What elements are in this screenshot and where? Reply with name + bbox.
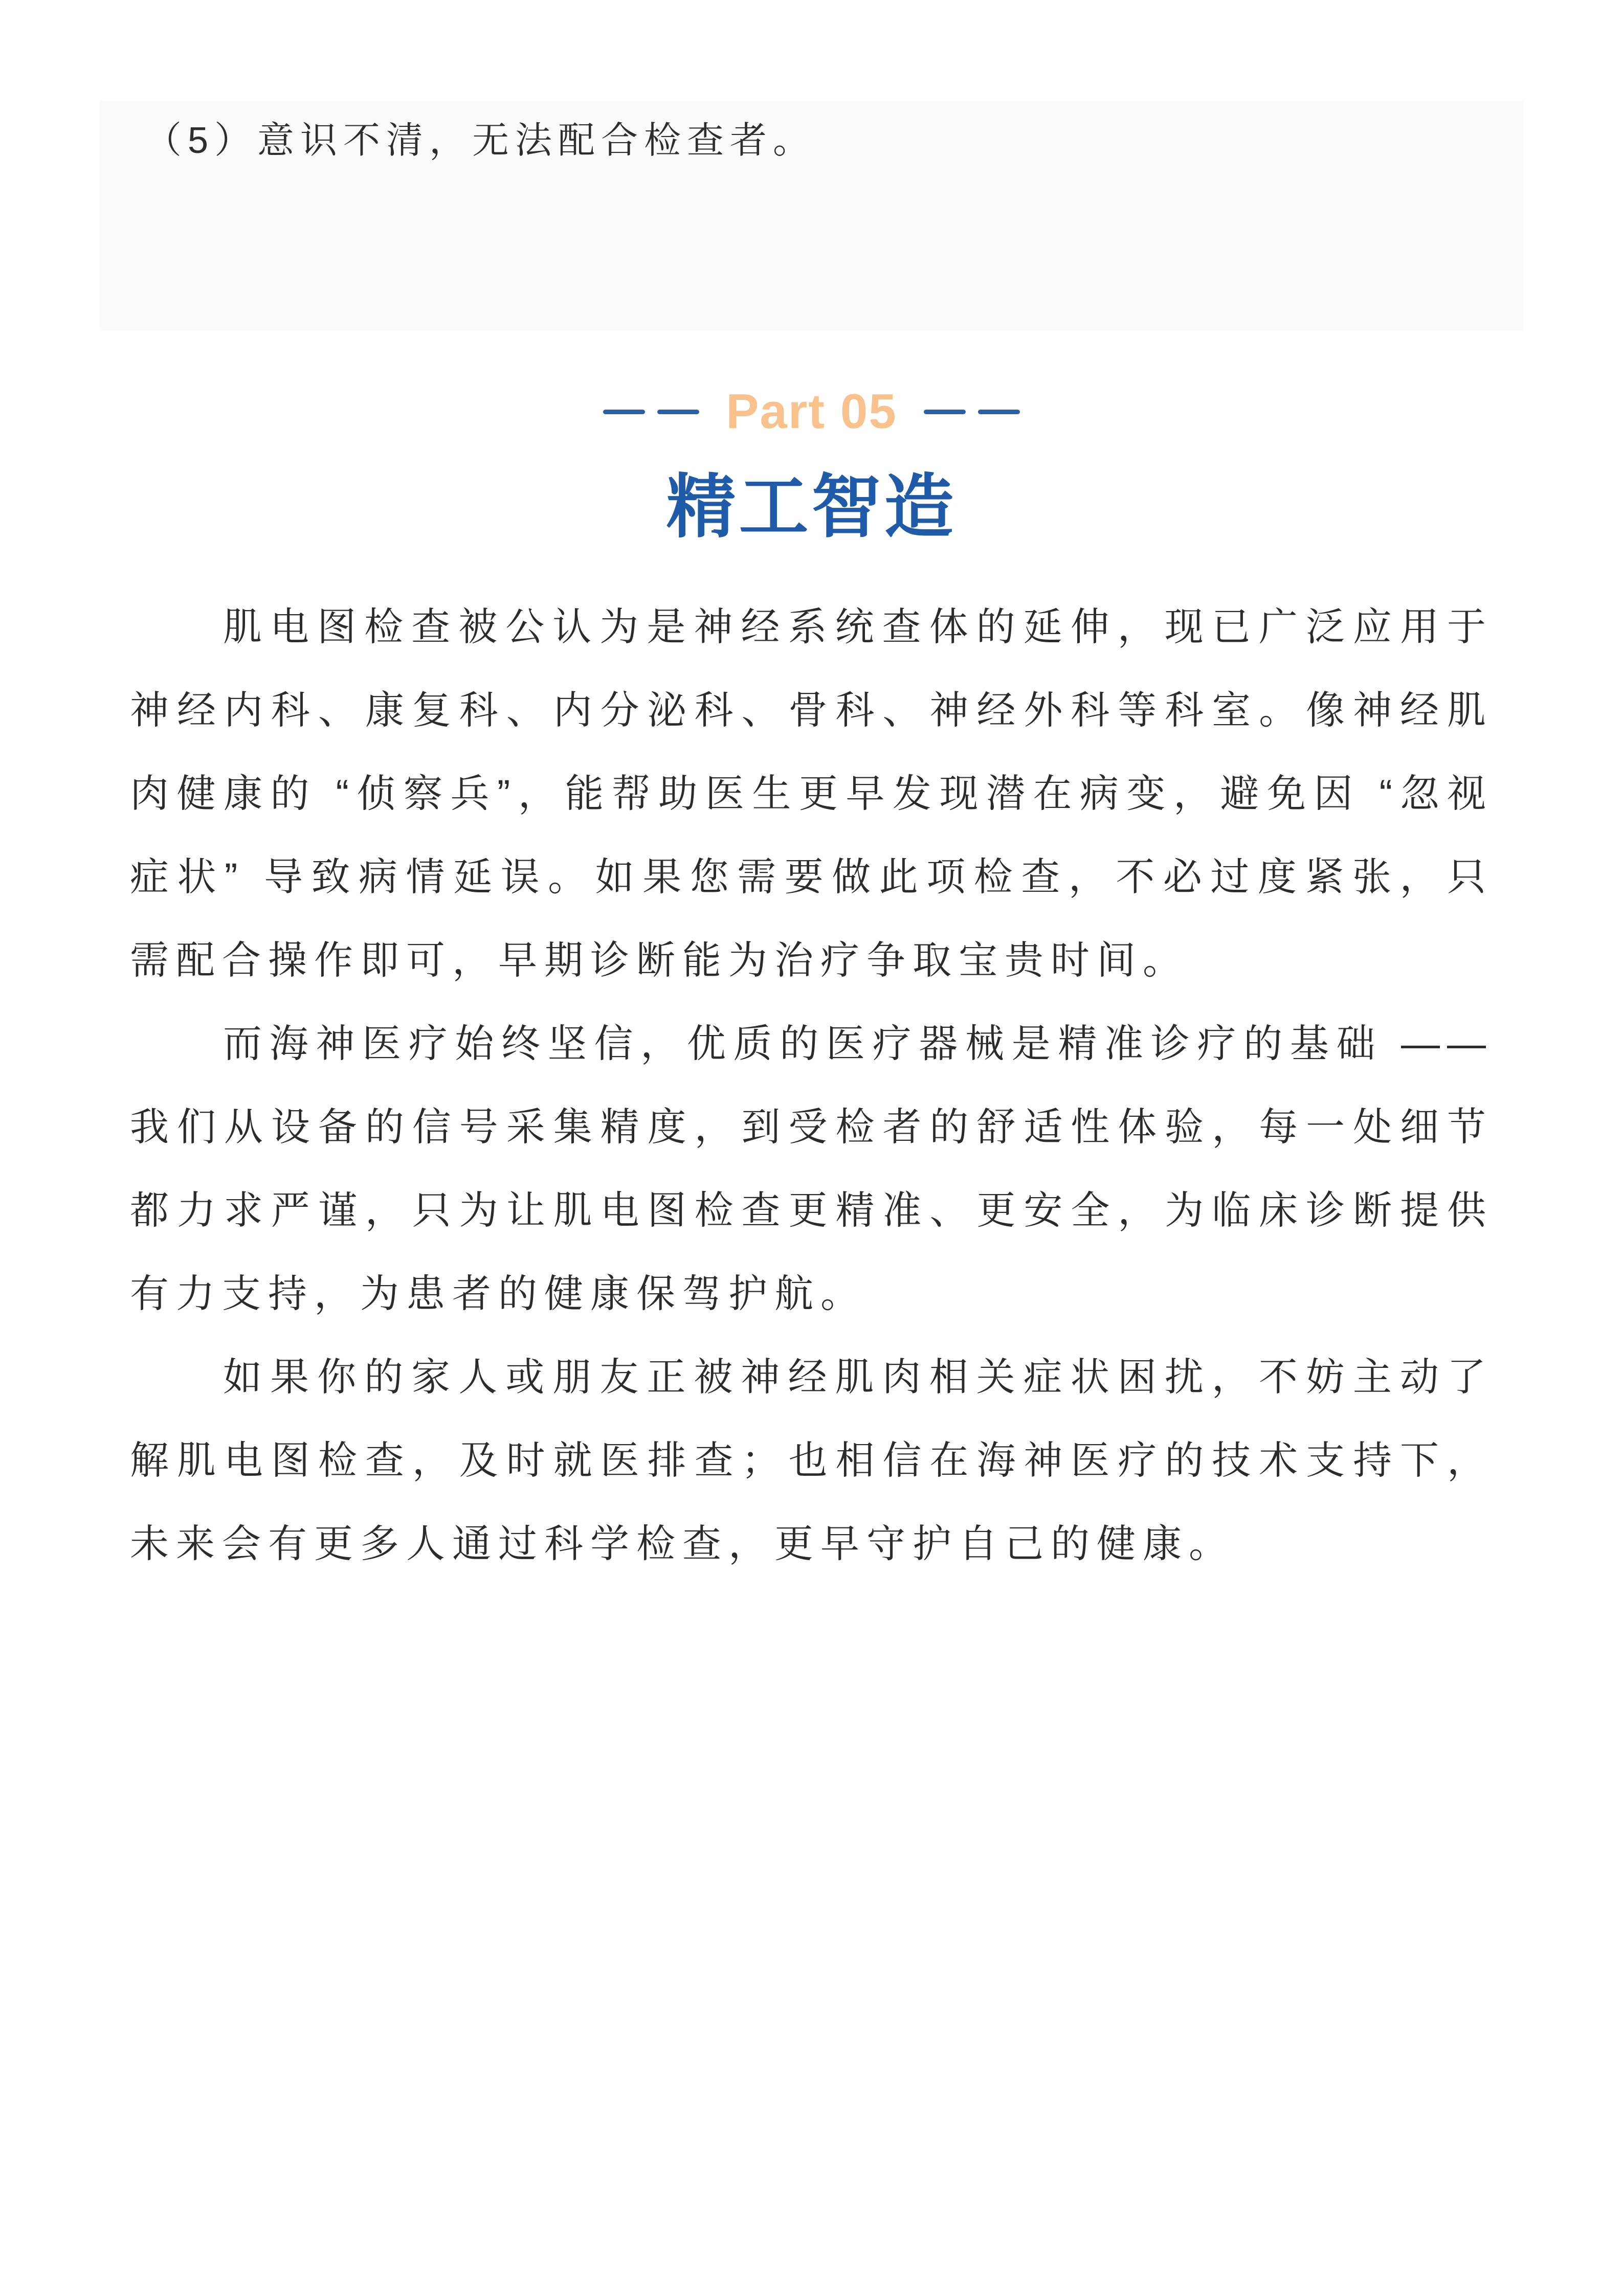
part-number-label: Part 05	[726, 384, 897, 439]
paragraph: 如果你的家人或朋友正被神经肌肉相关症状困扰，不妨主动了解肌电图检查，及时就医排查；也相信在海神医疗的技术支持下，未来会有更多人通过科学检查，更早守护自己的健康。	[130, 1356, 1493, 1566]
paragraph: 肌电图检查被公认为是神经系统查体的延伸，现已广泛应用于神经内科、康复科、内分泌科、骨科、神经外科等科室。像神经肌肉健康的 “侦察兵”，能帮助医生更早发现潜在病变，避免因 “忽视症状” 导致病情延误。如果您需要做此项检查，不必过度紧张，只需配合操作即可，早期诊断能为治疗争取宝贵时间。	[130, 605, 1493, 983]
part-label-row	[0, 384, 1623, 439]
left-dash-group	[603, 410, 699, 414]
notice-box	[100, 101, 1523, 331]
right-dash-group	[924, 410, 1020, 414]
dash-line-icon	[978, 410, 1020, 414]
dash-line-icon	[603, 410, 645, 414]
dash-line-icon	[924, 410, 966, 414]
section-header	[0, 384, 1623, 547]
article-body	[130, 586, 1493, 1586]
notice-text: （5）意识不清，无法配合检查者。	[145, 120, 816, 161]
dash-line-icon	[657, 410, 699, 414]
section-title: 精工智造	[666, 468, 957, 546]
paragraph: 而海神医疗始终坚信，优质的医疗器械是精准诊疗的基础 ——我们从设备的信号采集精度，到受检者的舒适性体验，每一处细节都力求严谨，只为让肌电图检查更精准、更安全，为临床诊断提供有力支持，为患者的健康保驾护航。	[130, 1022, 1493, 1316]
